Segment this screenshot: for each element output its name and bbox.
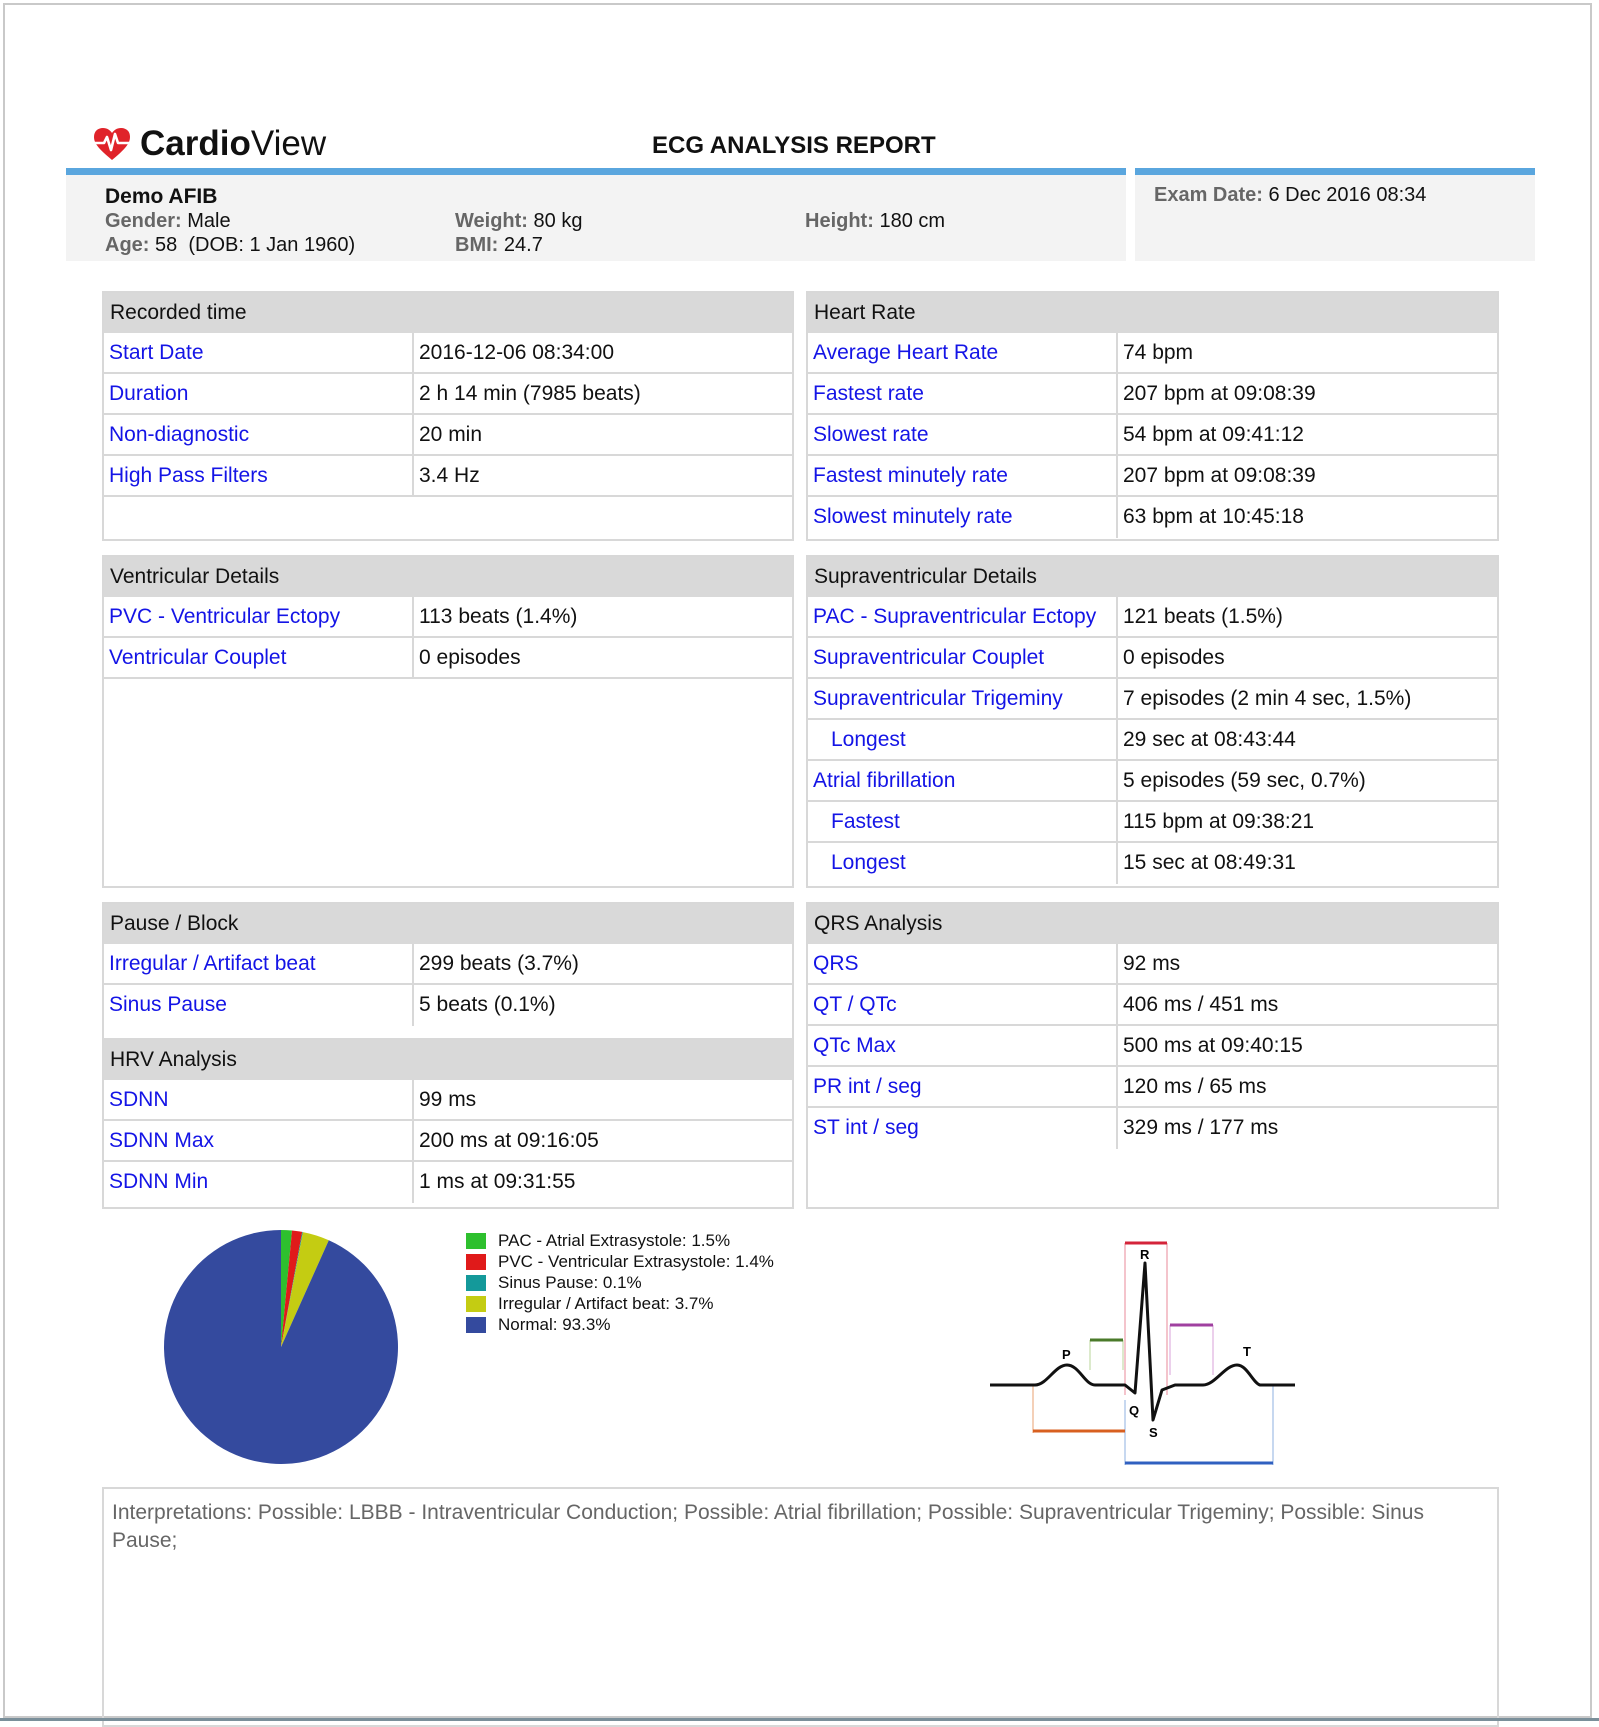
table-row bbox=[104, 1080, 792, 1121]
row-label: PR int / seg bbox=[808, 1067, 1118, 1106]
patient-bmi: BMI: 24.7 bbox=[455, 234, 543, 256]
table-row bbox=[104, 985, 792, 1026]
ventricular-panel bbox=[102, 555, 794, 888]
legend-item bbox=[466, 1230, 774, 1251]
legend-swatch bbox=[466, 1275, 486, 1291]
accent-bar-left bbox=[66, 168, 1126, 175]
legend-item bbox=[466, 1314, 774, 1335]
qrs-analysis-panel bbox=[806, 902, 1499, 1209]
row-label: QRS bbox=[808, 944, 1118, 983]
panel-title: Recorded time bbox=[104, 293, 792, 333]
row-value: 200 ms at 09:16:05 bbox=[419, 1129, 599, 1152]
heart-rate-panel bbox=[806, 291, 1499, 541]
row-label: Start Date bbox=[104, 333, 414, 372]
table-row bbox=[104, 1162, 792, 1203]
row-value: 329 ms / 177 ms bbox=[1123, 1116, 1279, 1139]
row-value: 1 ms at 09:31:55 bbox=[419, 1170, 576, 1193]
table-row bbox=[104, 333, 792, 374]
patient-info-box bbox=[66, 175, 1126, 261]
table-row bbox=[104, 456, 792, 497]
panel-title: Ventricular Details bbox=[104, 557, 792, 597]
pause-block-panel bbox=[102, 902, 794, 1209]
row-label: SDNN bbox=[104, 1080, 414, 1119]
beat-distribution-pie-chart bbox=[162, 1228, 400, 1466]
row-value: 5 beats (0.1%) bbox=[419, 993, 556, 1016]
row-label: Longest bbox=[808, 720, 1118, 759]
table-row bbox=[104, 597, 792, 638]
p-wave-label: P bbox=[1062, 1347, 1071, 1362]
patient-age: Age: 58 (DOB: 1 Jan 1960) bbox=[105, 234, 356, 256]
exam-date-box bbox=[1135, 175, 1535, 261]
table-row bbox=[808, 1108, 1497, 1149]
supraventricular-panel bbox=[806, 555, 1499, 888]
row-value: 0 episodes bbox=[1123, 646, 1225, 669]
table-row bbox=[104, 638, 792, 679]
panel-title: HRV Analysis bbox=[104, 1040, 792, 1080]
table-row bbox=[808, 497, 1497, 538]
table-row bbox=[808, 679, 1497, 720]
table-row bbox=[808, 761, 1497, 802]
row-value: 99 ms bbox=[419, 1088, 477, 1111]
row-label: Fastest bbox=[808, 802, 1118, 841]
row-value: 113 beats (1.4%) bbox=[419, 605, 578, 628]
row-value: 406 ms / 451 ms bbox=[1123, 993, 1279, 1016]
table-row bbox=[808, 415, 1497, 456]
interpretations-box: Interpretations: Possible: LBBB - Intraventricular Conduction; Possible: Atrial fibrillation; Possible: Supraventricular Trigeminy; Possible: Sinus Pause; bbox=[102, 1487, 1499, 1727]
table-row bbox=[808, 985, 1497, 1026]
row-label: PVC - Ventricular Ectopy bbox=[104, 597, 414, 636]
row-label: Longest bbox=[808, 843, 1118, 884]
patient-weight: Weight: 80 kg bbox=[455, 210, 583, 232]
row-value: 63 bpm at 10:45:18 bbox=[1123, 505, 1304, 528]
legend-swatch bbox=[466, 1254, 486, 1270]
row-value: 120 ms / 65 ms bbox=[1123, 1075, 1267, 1098]
row-value: 7 episodes (2 min 4 sec, 1.5%) bbox=[1123, 687, 1412, 710]
table-row bbox=[808, 333, 1497, 374]
accent-bar-right bbox=[1135, 168, 1535, 175]
legend-item bbox=[466, 1272, 774, 1293]
row-label: PAC - Supraventricular Ectopy bbox=[808, 597, 1118, 636]
row-label: Supraventricular Couplet bbox=[808, 638, 1118, 677]
table-row bbox=[808, 597, 1497, 638]
row-value: 500 ms at 09:40:15 bbox=[1123, 1034, 1303, 1057]
table-row bbox=[808, 374, 1497, 415]
panel-title: Heart Rate bbox=[808, 293, 1497, 333]
patient-height: Height: 180 cm bbox=[805, 210, 946, 232]
row-label: Ventricular Couplet bbox=[104, 638, 414, 677]
table-row bbox=[808, 1067, 1497, 1108]
cardioview-logo bbox=[92, 124, 326, 164]
row-label: Duration bbox=[104, 374, 414, 413]
row-label: Fastest minutely rate bbox=[808, 456, 1118, 495]
row-label: High Pass Filters bbox=[104, 456, 414, 495]
table-row bbox=[104, 944, 792, 985]
patient-gender: Gender: Male bbox=[105, 210, 231, 232]
panel-title: Supraventricular Details bbox=[808, 557, 1497, 597]
row-label: Slowest minutely rate bbox=[808, 497, 1118, 538]
pie-slice-4 bbox=[164, 1230, 398, 1464]
row-value: 54 bpm at 09:41:12 bbox=[1123, 423, 1304, 446]
row-label: QT / QTc bbox=[808, 985, 1118, 1024]
t-wave-label: T bbox=[1243, 1344, 1251, 1359]
legend-label: Sinus Pause: 0.1% bbox=[498, 1273, 642, 1292]
row-value: 0 episodes bbox=[419, 646, 521, 669]
row-value: 121 beats (1.5%) bbox=[1123, 605, 1283, 628]
row-value: 207 bpm at 09:08:39 bbox=[1123, 464, 1316, 487]
q-wave-label: Q bbox=[1129, 1403, 1140, 1418]
row-label: ST int / seg bbox=[808, 1108, 1118, 1149]
ecg-waveform-diagram bbox=[985, 1215, 1305, 1475]
row-value: 74 bpm bbox=[1123, 341, 1194, 364]
row-label: Average Heart Rate bbox=[808, 333, 1118, 372]
patient-name: Demo AFIB bbox=[105, 185, 218, 208]
s-wave-label: S bbox=[1149, 1425, 1158, 1440]
row-value: 5 episodes (59 sec, 0.7%) bbox=[1123, 769, 1366, 792]
row-value: 92 ms bbox=[1123, 952, 1181, 975]
table-row bbox=[808, 1026, 1497, 1067]
table-row bbox=[808, 638, 1497, 679]
row-label: Fastest rate bbox=[808, 374, 1118, 413]
legend-label: PAC - Atrial Extrasystole: 1.5% bbox=[498, 1231, 731, 1250]
legend-label: PVC - Ventricular Extrasystole: 1.4% bbox=[498, 1252, 774, 1271]
row-label: Irregular / Artifact beat bbox=[104, 944, 414, 983]
legend-swatch bbox=[466, 1296, 486, 1312]
ecg-trace bbox=[990, 1263, 1295, 1420]
row-label: SDNN Min bbox=[104, 1162, 414, 1203]
report-title: ECG ANALYSIS REPORT bbox=[652, 132, 936, 159]
row-value: 20 min bbox=[419, 423, 483, 446]
heart-pulse-icon bbox=[92, 126, 132, 162]
table-row bbox=[104, 415, 792, 456]
legend-swatch bbox=[466, 1233, 486, 1249]
row-label: SDNN Max bbox=[104, 1121, 414, 1160]
panel-title: QRS Analysis bbox=[808, 904, 1497, 944]
row-label: Supraventricular Trigeminy bbox=[808, 679, 1118, 718]
row-label: QTc Max bbox=[808, 1026, 1118, 1065]
row-value: 15 sec at 08:49:31 bbox=[1123, 851, 1296, 874]
panel-title: Pause / Block bbox=[104, 904, 792, 944]
r-wave-label: R bbox=[1140, 1247, 1150, 1262]
row-label: Atrial fibrillation bbox=[808, 761, 1118, 800]
row-value: 2 h 14 min (7985 beats) bbox=[419, 382, 641, 405]
table-row bbox=[808, 720, 1497, 761]
table-row bbox=[808, 944, 1497, 985]
row-label: Non-diagnostic bbox=[104, 415, 414, 454]
table-row bbox=[104, 374, 792, 415]
exam-date: Exam Date: 6 Dec 2016 08:34 bbox=[1154, 184, 1427, 206]
table-row bbox=[808, 843, 1497, 884]
recorded-time-panel bbox=[102, 291, 794, 541]
row-value: 115 bpm at 09:38:21 bbox=[1123, 810, 1315, 833]
legend-label: Irregular / Artifact beat: 3.7% bbox=[498, 1294, 714, 1313]
row-value: 3.4 Hz bbox=[419, 464, 480, 487]
legend-item bbox=[466, 1251, 774, 1272]
brand-name: CardioView bbox=[140, 124, 327, 163]
row-label: Sinus Pause bbox=[104, 985, 414, 1026]
table-row bbox=[104, 1121, 792, 1162]
legend-swatch bbox=[466, 1317, 486, 1333]
legend-label: Normal: 93.3% bbox=[498, 1315, 611, 1334]
legend-item bbox=[466, 1293, 774, 1314]
row-value: 299 beats (3.7%) bbox=[419, 952, 579, 975]
table-row bbox=[808, 802, 1497, 843]
row-value: 2016-12-06 08:34:00 bbox=[419, 341, 614, 364]
row-value: 29 sec at 08:43:44 bbox=[1123, 728, 1296, 751]
table-row bbox=[808, 456, 1497, 497]
row-value: 207 bpm at 09:08:39 bbox=[1123, 382, 1316, 405]
hrv-section bbox=[104, 1038, 792, 1203]
row-label: Slowest rate bbox=[808, 415, 1118, 454]
pie-legend bbox=[466, 1230, 774, 1335]
